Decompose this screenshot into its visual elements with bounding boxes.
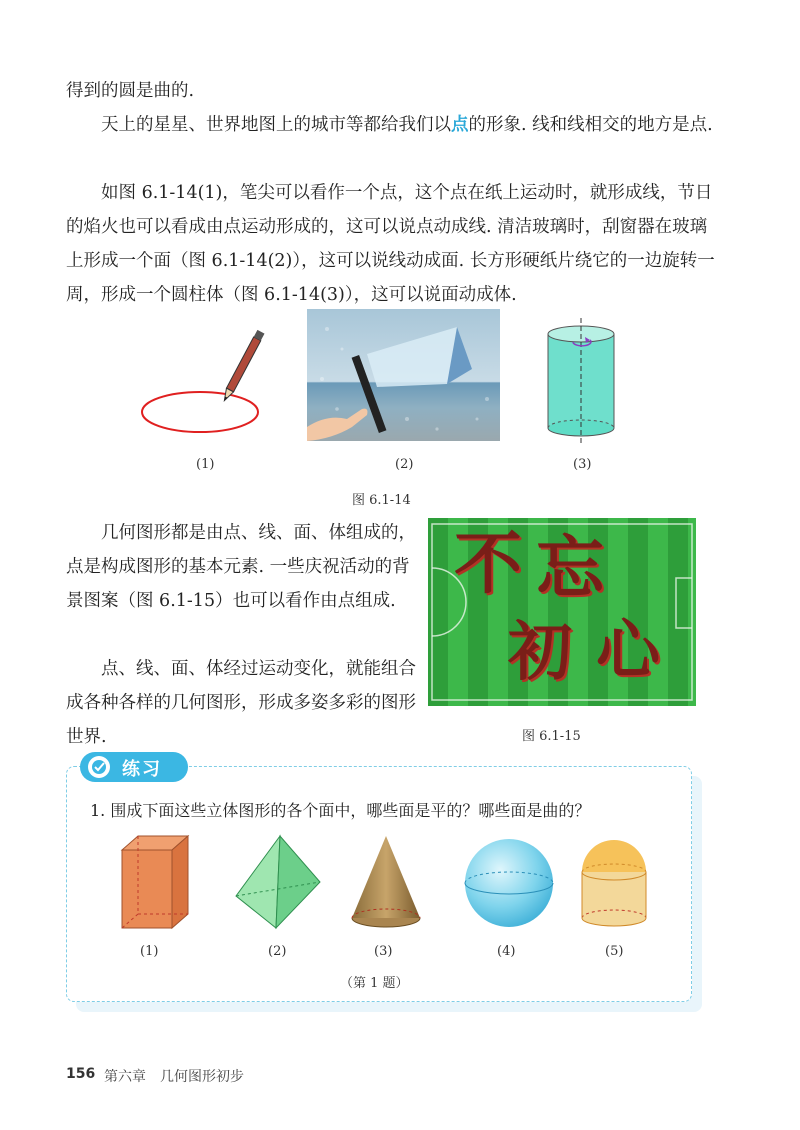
sphere-figure — [462, 836, 556, 930]
shape-label-5: (5) — [605, 944, 624, 959]
paragraph-elements: 几何图形都是由点、线、面、体组成的，点是构成图形的基本元素. 一些庆祝活动的背景图案（图 6.1-15）也可以看作由点组成. — [66, 523, 416, 611]
exercise-title: 练习 — [122, 759, 162, 780]
pencil-icon — [221, 330, 265, 403]
paragraph-world: 点、线、面、体经过运动变化，就能组合成各种各样的几何图形，形成多姿多彩的图形世界. — [66, 659, 416, 747]
photo-window-wiper — [307, 309, 500, 441]
paragraph-continuation: 得到的圆是曲的. — [66, 81, 195, 101]
figure-label-1: (1) — [196, 457, 215, 472]
shape-label-2: (2) — [268, 944, 287, 959]
chapter-title: 第六章 几何图形初步 — [104, 1069, 244, 1085]
tetrahedron-figure — [228, 832, 328, 932]
paragraph-text: 天上的星星、世界地图上的城市等都给我们以 — [101, 115, 451, 135]
paragraph-point-intro — [66, 108, 716, 142]
pattern-char-3: 初 — [508, 615, 572, 690]
page-number: 156 — [66, 1066, 96, 1082]
figure-label-2: (2) — [395, 457, 414, 472]
exercise-question: 1. 围成下面这些立体图形的各个面中，哪些面是平的？哪些面是曲的？ — [90, 801, 591, 820]
figure-label-3: (3) — [573, 457, 592, 472]
pattern-char-4: 心 — [596, 613, 660, 688]
figure-rotating-cylinder — [540, 316, 625, 446]
capsule-figure — [576, 832, 654, 932]
shape-label-3: (3) — [374, 944, 393, 959]
shape-label-4: (4) — [497, 944, 516, 959]
highlight-term-point: 点 — [451, 115, 469, 135]
pattern-char-2: 忘 — [536, 528, 605, 608]
cuboid-figure — [108, 832, 193, 932]
cone-figure — [346, 832, 426, 932]
shape-label-1: (1) — [140, 944, 159, 959]
pattern-char-1: 不 — [454, 524, 523, 604]
figure-caption-6-1-15: 图 6.1-15 — [522, 729, 581, 744]
photo-field-pattern — [428, 518, 696, 706]
exercise-icon — [86, 755, 112, 779]
figure-pencil-line — [130, 320, 280, 440]
exercise-caption: （第 1 题） — [340, 976, 409, 991]
red-ellipse-path — [142, 392, 258, 432]
paragraph-motion: 如图 6.1-14(1)，笔尖可以看作一个点，这个点在纸上运动时，就形成线，节日的焰火也可以看成由点运动形成的，这可以说点动成线. 清洁玻璃时，刮窗器在玻璃上形成一个面（图 6.1-14(2)），这可以说线动成面. 长方形硬纸片绕它的一边旋转一周，形成一个圆柱体（图 6.1-14(3)），这可以说面动成体. — [66, 183, 715, 305]
figure-caption-6-1-14: 图 6.1-14 — [352, 493, 411, 508]
paragraph-text: 的形象. 线和线相交的地方是点. — [468, 115, 713, 135]
